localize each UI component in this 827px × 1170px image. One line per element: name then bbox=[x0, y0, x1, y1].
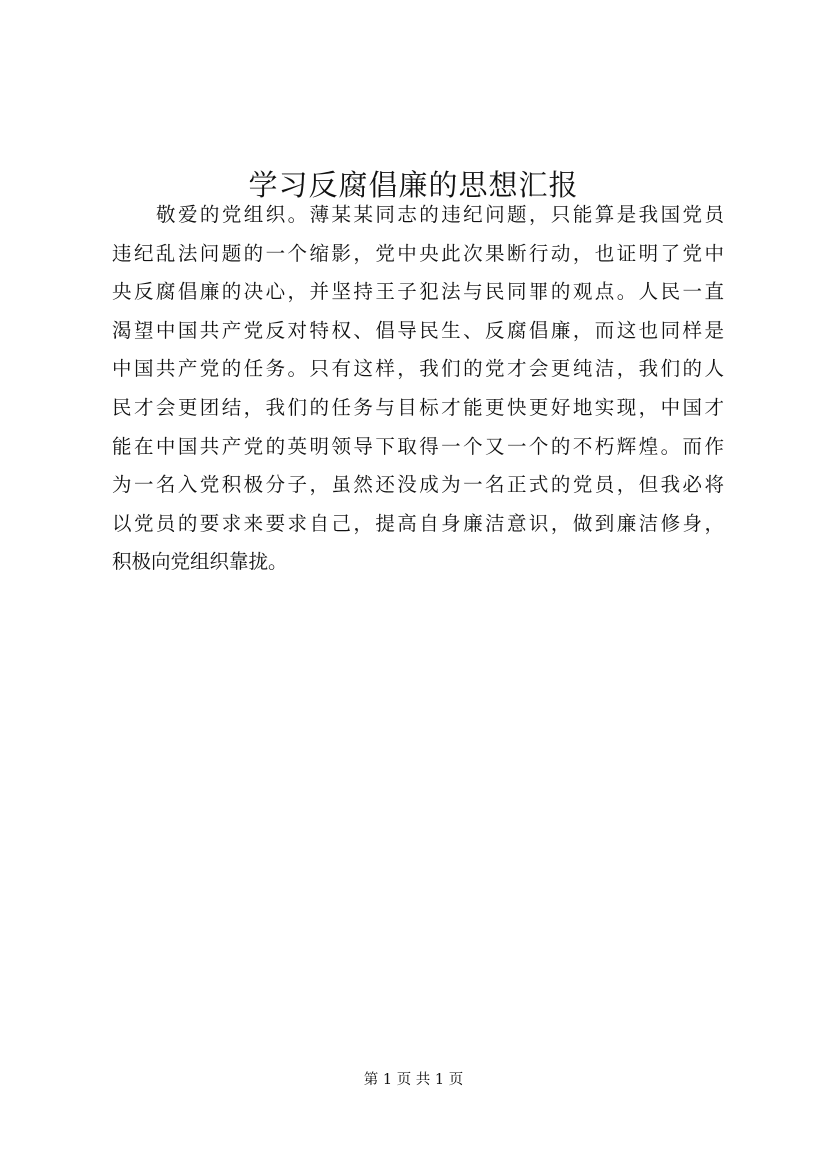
paragraph-line: 渴望中国共产党反对特权、倡导民生、反腐倡廉，而这也同样是 bbox=[112, 318, 724, 342]
page-number-footer: 第 1 页 共 1 页 bbox=[363, 1072, 464, 1088]
paragraph-line: 为一名入党积极分子，虽然还没成为一名正式的党员，但我必将 bbox=[112, 473, 724, 497]
paragraph-line: 违纪乱法问题的一个缩影，党中央此次果断行动，也证明了党中 bbox=[112, 241, 724, 265]
document-title: 学习反腐倡廉的思想汇报 bbox=[248, 168, 579, 203]
paragraph-line: 敬爱的党组织。薄某某同志的违纪问题，只能算是我国党员 bbox=[156, 203, 724, 226]
body-paragraph bbox=[112, 196, 724, 582]
paragraph-line: 积极向党组织靠拢。 bbox=[112, 550, 288, 574]
paragraph-line: 以党员的要求来要求自己，提高自身廉洁意识，做到廉洁修身， bbox=[112, 511, 724, 535]
paragraph-line: 能在中国共产党的英明领导下取得一个又一个的不朽辉煌。而作 bbox=[112, 434, 724, 458]
paragraph-line: 民才会更团结，我们的任务与目标才能更快更好地实现，中国才 bbox=[112, 395, 724, 419]
paragraph-line: 央反腐倡廉的决心，并坚持王子犯法与民同罪的观点。人民一直 bbox=[112, 280, 724, 304]
paragraph-line: 中国共产党的任务。只有这样，我们的党才会更纯洁，我们的人 bbox=[112, 357, 724, 381]
